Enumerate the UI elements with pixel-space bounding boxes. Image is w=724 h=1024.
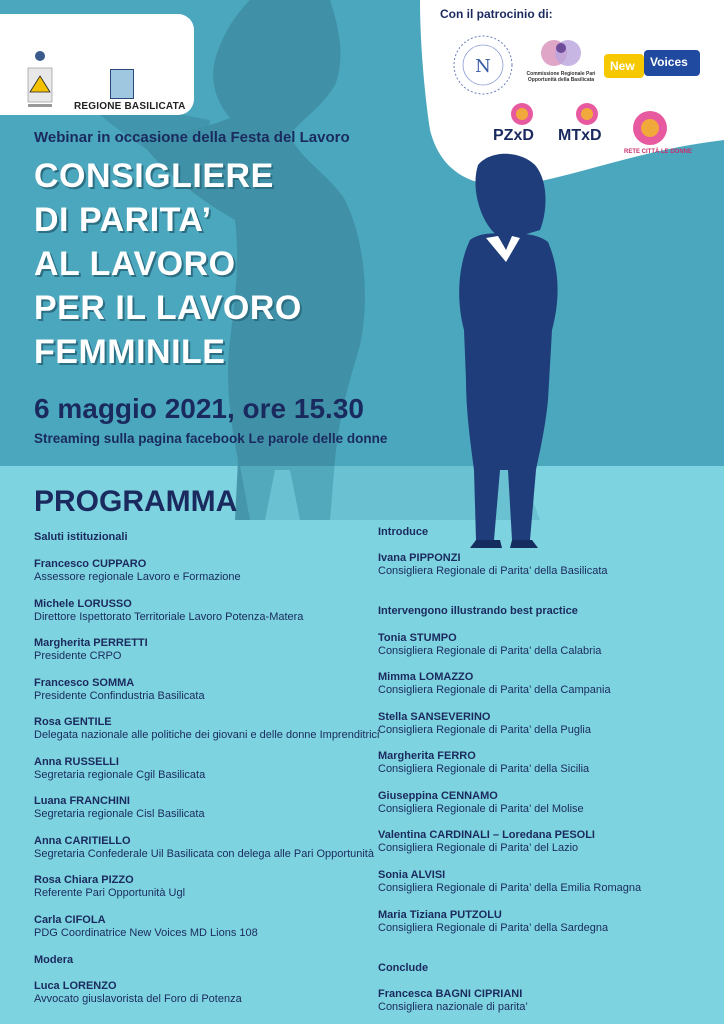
programma-heading: PROGRAMMA [34, 485, 238, 518]
speaker-name: Margherita PERRETTI [34, 637, 148, 649]
region-coat-icon [110, 69, 134, 99]
mtxd-mosaic-icon [575, 102, 599, 126]
title-line-2: DI PARITA’ [34, 201, 212, 239]
consigliera-seal-icon [452, 34, 514, 96]
speaker-role: Consigliera Regionale di Parita’ del Molise [378, 803, 584, 815]
event-date: 6 maggio 2021, ore 15.30 [34, 393, 364, 424]
speaker-name: Rosa GENTILE [34, 716, 112, 728]
speaker-role: Consigliera Regionale di Parita’ della Sicilia [378, 763, 590, 775]
title-line-5: FEMMINILE [34, 333, 226, 371]
title-line-1: CONSIGLIERE [34, 157, 274, 195]
speaker-role: Segretaria regionale Cgil Basilicata [34, 769, 206, 781]
speaker-role: Presidente CRPO [34, 650, 122, 662]
speaker-name: Francesco SOMMA [34, 677, 135, 689]
title-line-4: PER IL LAVORO [34, 289, 302, 327]
title-line-3: AL LAVORO [34, 245, 236, 283]
speaker-role: Consigliera Regionale di Parita’ della Calabria [378, 645, 602, 657]
introduce-heading: Introduce [378, 526, 429, 538]
streaming-info: Streaming sulla pagina facebook Le parole delle donne [34, 431, 388, 446]
speaker-name: Francesco CUPPARO [34, 558, 147, 570]
speaker-role: Segretaria Confederale Uil Basilicata con delega alle Pari Opportunità [34, 848, 374, 860]
intro-speaker-name: Ivana PIPPONZI [378, 552, 461, 564]
conclude-heading: Conclude [378, 962, 429, 974]
moderator-name: Luca LORENZO [34, 980, 117, 992]
speaker-role: Consigliera Regionale di Parita’ della Sardegna [378, 922, 609, 934]
speaker-name: Stella SANSEVERINO [378, 711, 491, 723]
ispettorato-logo [24, 50, 56, 110]
saluti-heading: Saluti istituzionali [34, 531, 128, 543]
speaker-name: Giuseppina CENNAMO [378, 790, 498, 802]
speaker-role: Consigliera Regionale di Parita’ del Lazio [378, 842, 579, 854]
speaker-name: Sonia ALVISI [378, 869, 446, 881]
speaker-role: Delegata nazionale alle politiche dei giovani e delle donne Imprenditrici [34, 729, 380, 741]
speaker-name: Valentina CARDINALI – Loredana PESOLI [378, 829, 595, 841]
speaker-role: Referente Pari Opportunità Ugl [34, 887, 186, 899]
pzxd-mosaic-icon [510, 102, 534, 126]
speaker-role: Direttore Ispettorato Territoriale Lavoro Potenza-Matera [34, 611, 304, 623]
modera-heading: Modera [34, 954, 74, 966]
closing-speaker-name: Francesca BAGNI CIPRIANI [378, 988, 523, 1000]
rete-citta-icon [630, 108, 670, 148]
logo-box [0, 14, 194, 115]
region-name: REGIONE BASILICATA [74, 101, 186, 112]
closing-speaker-role: Consigliera nazionale di parita’ [378, 1001, 528, 1013]
new-voices-voices: Voices [650, 55, 688, 69]
speaker-name: Michele LORUSSO [34, 598, 132, 610]
new-voices-new: New [610, 59, 635, 73]
speaker-name: Anna CARITIELLO [34, 835, 131, 847]
patronage-title: Con il patrocinio di: [440, 7, 553, 21]
speaker-name: Carla CIFOLA [34, 914, 106, 926]
commission-label: Commissione Regionale Pari Opportunità della Basilicata [526, 71, 596, 83]
speaker-role: Presidente Confindustria Basilicata [34, 690, 205, 702]
speaker-name: Maria Tiziana PUTZOLU [378, 909, 502, 921]
speaker-role: Consigliera Regionale di Parita’ della Puglia [378, 724, 591, 736]
mtxd-label: MTxD [558, 127, 602, 144]
commission-logo-icon [537, 36, 585, 70]
pzxd-label: PZxD [493, 127, 534, 144]
intro-speaker-role: Consigliera Regionale di Parita’ della Basilicata [378, 565, 608, 577]
speaker-role: Consigliera Regionale di Parita’ della Emilia Romagna [378, 882, 642, 894]
speaker-role: Segretaria regionale Cisl Basilicata [34, 808, 205, 820]
webinar-subtitle: Webinar in occasione della Festa del Lavoro [34, 129, 350, 146]
intervengono-heading: Intervengono illustrando best practice [378, 605, 578, 617]
speaker-role: Assessore regionale Lavoro e Formazione [34, 571, 241, 583]
speaker-name: Mimma LOMAZZO [378, 671, 474, 683]
speaker-name: Anna RUSSELLI [34, 756, 119, 768]
speaker-name: Margherita FERRO [378, 750, 476, 762]
moderator-role: Avvocato giuslavorista del Foro di Potenza [34, 993, 242, 1005]
speaker-name: Luana FRANCHINI [34, 795, 130, 807]
speaker-role: PDG Coordinatrice New Voices MD Lions 108 [34, 927, 258, 939]
speaker-name: Rosa Chiara PIZZO [34, 874, 134, 886]
speaker-role: Consigliera Regionale di Parita’ della Campania [378, 684, 611, 696]
rete-label: RETE CITTÀ LE DONNE [624, 149, 693, 155]
shoes [470, 540, 538, 548]
speaker-name: Tonia STUMPO [378, 632, 457, 644]
svg-text:N: N [475, 56, 491, 77]
new-voices-logo [604, 48, 700, 82]
